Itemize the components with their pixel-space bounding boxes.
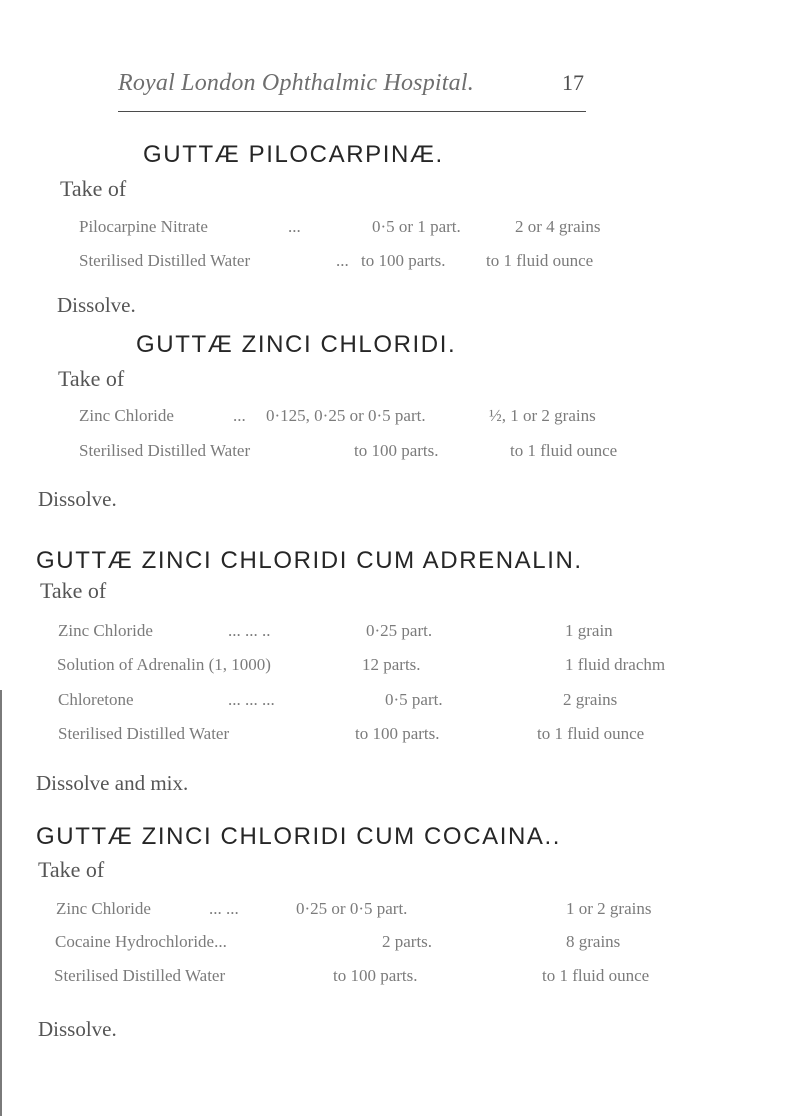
ingredient-row [0, 655, 800, 683]
ingredient-row [0, 966, 800, 994]
ingredient-name: Chloretone [58, 690, 134, 709]
ingredient-name: Zinc Chloride [79, 406, 174, 425]
imperial-amount: 2 grains [563, 690, 618, 709]
ingredient-name: Sterilised Distilled Water [54, 966, 226, 985]
ingredient-row [0, 690, 800, 718]
ingredient-name: Sterilised Distilled Water [58, 724, 230, 743]
header-rule [118, 111, 586, 112]
imperial-amount: 1 fluid drachm [565, 655, 666, 674]
ingredient-row [0, 441, 800, 469]
parts-amount: to 100 parts. [361, 251, 446, 270]
ingredient-name: Cocaine Hydrochloride... [55, 932, 227, 951]
imperial-amount: to 1 fluid ounce [537, 724, 645, 743]
ingredient-name: Pilocarpine Nitrate [79, 217, 208, 236]
parts-amount: 0·125, 0·25 or 0·5 part. [266, 406, 426, 425]
method-text: Dissolve. [38, 1017, 117, 1041]
parts-amount: 12 parts. [362, 655, 421, 674]
imperial-amount: ½, 1 or 2 grains [489, 406, 596, 425]
parts-amount: 0·25 part. [366, 621, 433, 640]
recipe-heading: GUTTÆ ZINCI CHLORIDI CUM COCAINA.. [36, 823, 562, 850]
parts-amount: 0·5 part. [385, 690, 443, 709]
dot-leader: ... ... [209, 899, 239, 918]
parts-amount: to 100 parts. [354, 441, 439, 460]
ingredient-row [0, 217, 800, 245]
page-number: 17 [562, 70, 584, 95]
ingredient-name: Sterilised Distilled Water [79, 251, 251, 270]
parts-amount: 0·25 or 0·5 part. [296, 899, 408, 918]
recipe-heading: GUTTÆ PILOCARPINÆ. [143, 141, 444, 168]
ingredient-row [0, 621, 800, 649]
method-text: Dissolve and mix. [36, 771, 189, 795]
ingredient-row [0, 724, 800, 752]
ingredient-name: Zinc Chloride [58, 621, 153, 640]
parts-amount: to 100 parts. [333, 966, 418, 985]
dot-leader: ... [233, 406, 246, 425]
dot-leader: ... ... .. [228, 621, 271, 640]
ingredient-row [0, 251, 800, 279]
ingredient-row [0, 406, 800, 434]
take-of-label: Take of [58, 366, 125, 391]
imperial-amount: 1 grain [565, 621, 613, 640]
method-text: Dissolve. [57, 293, 136, 317]
parts-amount: to 100 parts. [355, 724, 440, 743]
running-head [118, 70, 582, 104]
take-of-label: Take of [38, 857, 105, 882]
ingredient-name: Zinc Chloride [56, 899, 151, 918]
imperial-amount: to 1 fluid ounce [542, 966, 650, 985]
dot-leader: ... ... ... [228, 690, 275, 709]
ingredient-name: Solution of Adrenalin (1, 1000) [57, 655, 271, 674]
ingredient-row [0, 932, 800, 960]
running-title: Royal London Ophthalmic Hospital. [118, 70, 474, 96]
take-of-label: Take of [40, 578, 107, 603]
dot-leader: ... [288, 217, 301, 236]
imperial-amount: 1 or 2 grains [566, 899, 652, 918]
parts-amount: 2 parts. [382, 932, 433, 951]
recipe-heading: GUTTÆ ZINCI CHLORIDI CUM ADRENALIN. [36, 547, 583, 574]
dot-leader: ... [336, 251, 349, 270]
imperial-amount: 8 grains [566, 932, 621, 951]
imperial-amount: to 1 fluid ounce [510, 441, 618, 460]
ingredient-row [0, 899, 800, 927]
parts-amount: 0·5 or 1 part. [372, 217, 461, 236]
imperial-amount: to 1 fluid ounce [486, 251, 594, 270]
take-of-label: Take of [60, 176, 127, 201]
ingredient-name: Sterilised Distilled Water [79, 441, 251, 460]
imperial-amount: 2 or 4 grains [515, 217, 601, 236]
recipe-heading: GUTTÆ ZINCI CHLORIDI. [136, 331, 457, 358]
method-text: Dissolve. [38, 487, 117, 511]
